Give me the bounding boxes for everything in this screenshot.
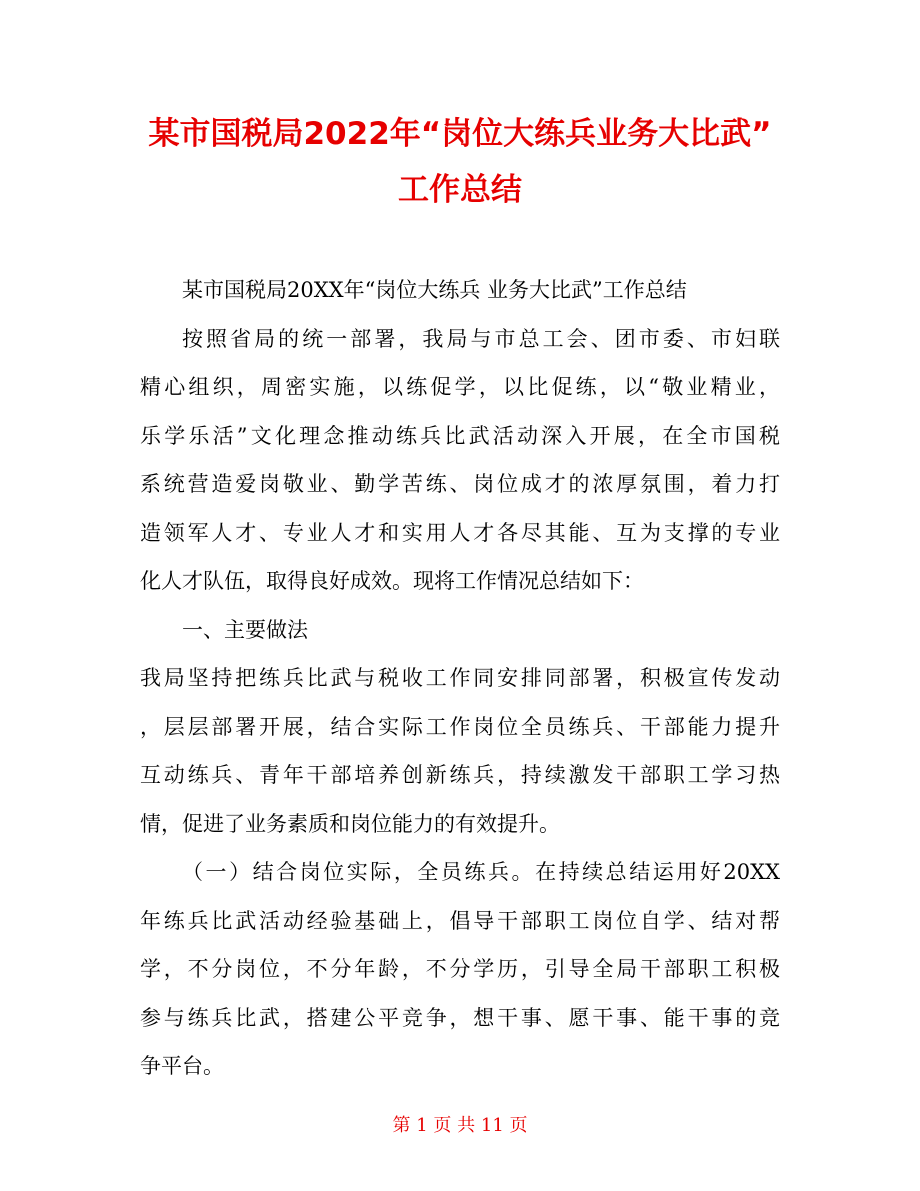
body-line: 年练兵比武活动经验基础上，倡导干部职工岗位自学、结对帮 (140, 908, 780, 933)
body-line: 我局坚持把练兵比武与税收工作同安排同部署，积极宣传发动 (140, 666, 780, 690)
page-label-mid: 页 共 (433, 1115, 476, 1136)
body-line: ，层层部署开展，结合实际工作岗位全员练兵、干部能力提升 (140, 714, 780, 739)
body-line: 互动练兵、青年干部培养创新练兵，持续激发干部职工学习热 (140, 763, 780, 787)
body-line-subtitle: 某市国税局20XX年“岗位大练兵 业务大比武”工作总结 (182, 278, 687, 302)
page-number: 1 (416, 1115, 428, 1136)
total-pages: 11 (480, 1115, 504, 1136)
page-label-prefix: 第 (392, 1115, 411, 1136)
document-title-line-2: 工作总结 (398, 172, 522, 208)
body-line: 学，不分岗位，不分年龄，不分学历，引导全局干部职工积极 (140, 957, 780, 981)
body-line: 化人才队伍，取得良好成效。现将工作情况总结如下： (140, 569, 644, 593)
body-line: 按照省局的统一部署，我局与市总工会、团市委、市妇联 (182, 326, 780, 351)
body-line: 乐学乐活”文化理念推动练兵比武活动深入开展，在全市国税 (140, 423, 780, 448)
body-line: （一）结合岗位实际，全员练兵。在持续总结运用好20XX (182, 860, 780, 884)
body-line: 系统营造爱岗敬业、勤学苦练、岗位成才的浓厚氛围，着力打 (140, 472, 780, 496)
page-label-suffix: 页 (509, 1115, 528, 1136)
body-line: 争平台。 (140, 1054, 224, 1078)
page-footer (0, 1112, 920, 1140)
body-line: 情，促进了业务素质和岗位能力的有效提升。 (140, 811, 560, 836)
body-line: 参与练兵比武，搭建公平竞争，想干事、愿干事、能干事的竞 (140, 1005, 780, 1030)
document-body (140, 266, 780, 1091)
section-heading: 一、主要做法 (182, 617, 308, 642)
body-line: 精心组织，周密实施，以练促学，以比促练，以“敬业精业， (140, 375, 780, 399)
body-line: 造领军人才、专业人才和实用人才各尽其能、互为支撑的专业 (140, 520, 780, 545)
document-title-line-1: 某市国税局2022年“岗位大练兵业务大比武” (148, 116, 772, 152)
